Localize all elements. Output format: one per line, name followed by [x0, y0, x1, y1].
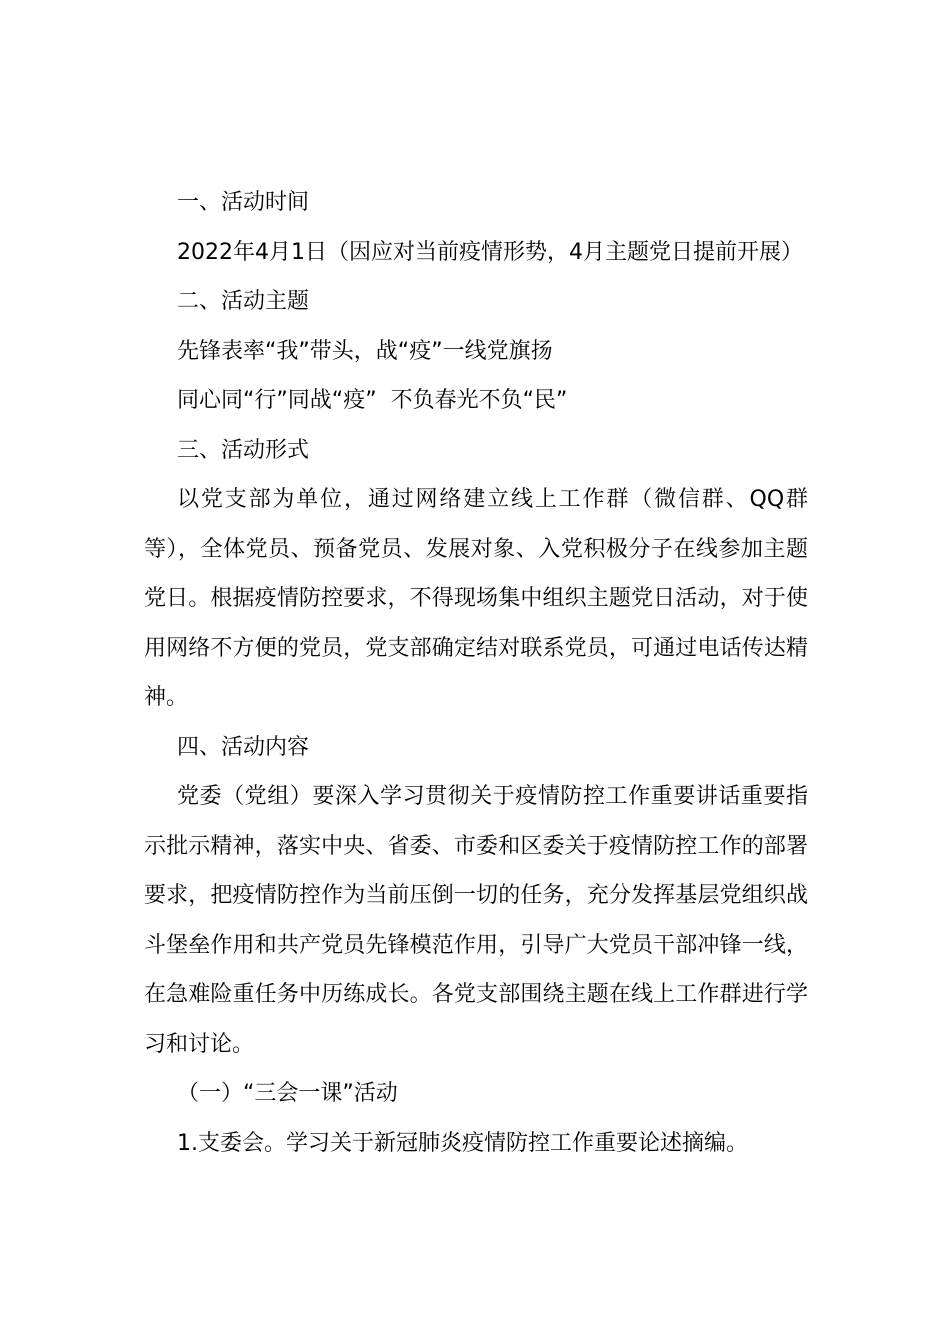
section-heading-content: 四、活动内容 [177, 734, 310, 760]
list-item-committee-meeting: 1.支委会。学习关于新冠肺炎疫情防控工作重要论述摘编。 [177, 1130, 748, 1156]
section-heading-theme: 二、活动主题 [177, 289, 310, 314]
paragraph-activity-form: 以党支部为单位，通过网络建立线上工作群（微信群、QQ群等），全体党员、预备党员、发展对象、入党积极分子在线参加主题党日。根据疫情防控要求，不得现场集中组织主题党日活动，对于使用网络不方便的党员，党支部确定结对联系党员，可通过电话传达精神。 [144, 487, 808, 710]
theme-line-1: 先锋表率“我”带头，战“疫”一线党旗扬 [177, 338, 553, 364]
section-heading-form: 三、活动形式 [177, 437, 310, 463]
paragraph-activity-date: 2022年4月1日（因应对当前疫情形势，4月主题党日提前开展） [177, 239, 803, 265]
document-body [144, 178, 808, 1168]
subsection-heading-meetings: （一）“三会一课”活动 [177, 1081, 398, 1106]
theme-line-2: 同心同“行”同战“疫” 不负春光不负“民” [177, 388, 568, 413]
section-heading-time: 一、活动时间 [177, 190, 310, 215]
paragraph-activity-content: 党委（党组）要深入学习贯彻关于疫情防控工作重要讲话重要指示批示精神，落实中央、省委、市委和区委关于疫情防控工作的部署要求，把疫情防控作为当前压倒一切的任务，充分发挥基层党组织战斗堡垒作用和共产党员先锋模范作用，引导广大党员干部冲锋一线，在急难险重任务中历练成长。各党支部围绕主题在线上工作群进行学习和讨论。 [144, 784, 808, 1057]
